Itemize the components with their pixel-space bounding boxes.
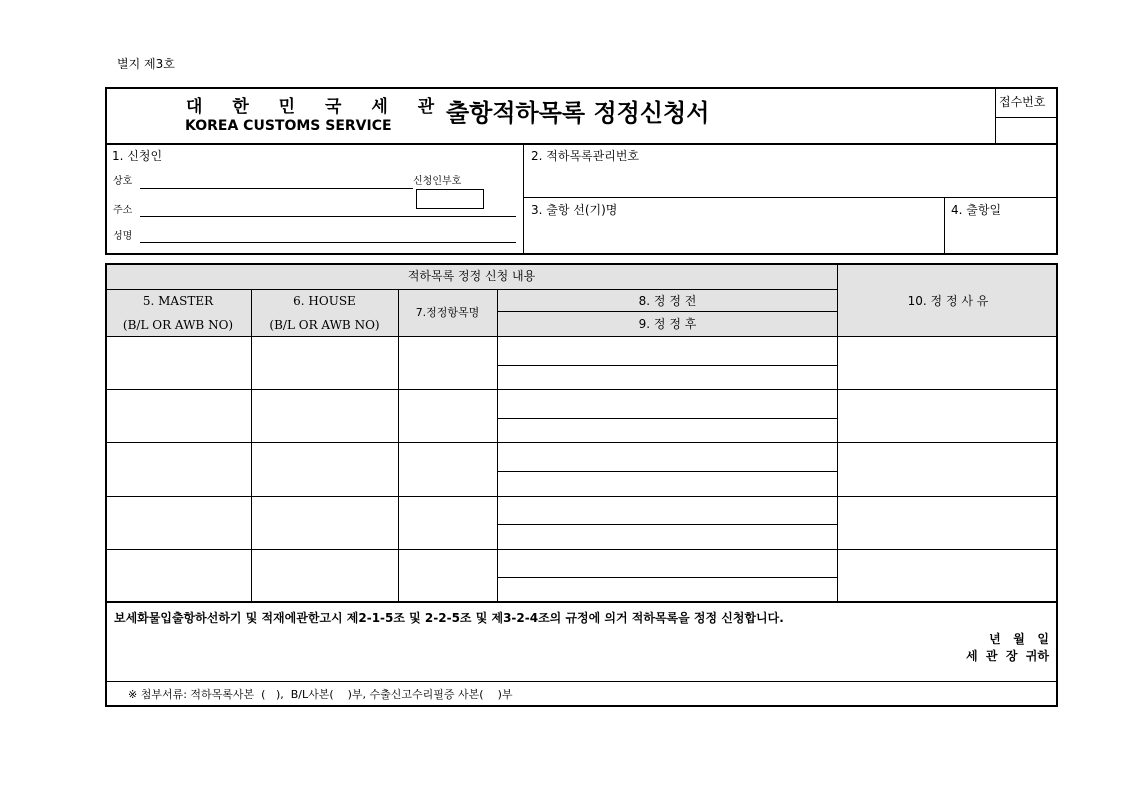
group-header-divider xyxy=(105,289,838,290)
form-number: 별지 제3호 xyxy=(117,57,175,71)
declaration-date: 년 월 일 xyxy=(989,632,1049,646)
item-header: 7.정정항목명 xyxy=(415,306,480,319)
item-column-divider xyxy=(497,289,498,602)
vessel-name-label: 3. 출항 선(기)명 xyxy=(531,203,618,217)
departure-date-label: 4. 출항일 xyxy=(951,203,1002,217)
declaration-statement: 보세화물입출항하선하기 및 적재에관한고시 제2-1-5조 및 2-2-5조 및 제3-2-4조의 규정에 의거 적하목록을 정정 신청합니다. xyxy=(114,611,784,625)
row-divider xyxy=(105,442,1058,443)
address-label: 주소 xyxy=(113,205,133,216)
row-divider xyxy=(105,549,1058,550)
house-column-divider xyxy=(398,289,399,602)
receipt-number-label: 접수번호 xyxy=(999,95,1046,109)
before-after-divider xyxy=(497,418,838,419)
company-field[interactable] xyxy=(140,188,413,189)
table-body-bottom xyxy=(105,601,1058,603)
name-label: 성명 xyxy=(113,231,133,242)
master-header-line2: (B/L OR AWB NO) xyxy=(122,318,234,332)
row-divider xyxy=(105,389,1058,390)
group-header: 적하목록 정정 신청 내용 xyxy=(407,269,536,283)
before-after-header-divider xyxy=(497,311,838,312)
reason-header: 10. 정 정 사 유 xyxy=(907,294,989,308)
attachments-note: ※ 첨부서류: 적하목록사본 ( ), B/L사본( )부, 수출신고수리필증 사본( )부 xyxy=(128,688,513,701)
house-header-line1: 6. HOUSE xyxy=(293,294,356,308)
declaration-addressee: 세 관 장 귀하 xyxy=(965,649,1049,663)
manifest-number-label: 2. 적하목록관리번호 xyxy=(531,149,640,163)
header-divider xyxy=(105,143,1058,145)
manifest-divider xyxy=(523,197,1058,198)
page-title: 출항적하목록 정정신청서 xyxy=(446,99,710,127)
before-after-divider xyxy=(497,577,838,578)
before-after-divider xyxy=(497,524,838,525)
receipt-inner-divider xyxy=(995,117,1058,118)
before-after-divider xyxy=(497,471,838,472)
address-field[interactable] xyxy=(140,216,516,217)
agency-name-en: KOREA CUSTOMS SERVICE xyxy=(185,118,392,134)
after-header: 9. 정 정 후 xyxy=(638,317,697,331)
header-bottom-divider xyxy=(105,336,1058,337)
master-column-divider xyxy=(251,289,252,602)
agency-name-kr: 대 한 민 국 세 관 xyxy=(186,97,447,117)
name-field[interactable] xyxy=(140,242,516,243)
before-after-divider xyxy=(497,365,838,366)
date-divider xyxy=(944,197,945,255)
applicant-code-box[interactable] xyxy=(416,189,484,209)
receipt-divider xyxy=(995,87,996,143)
house-header-line2: (B/L OR AWB NO) xyxy=(269,318,380,332)
attachments-divider xyxy=(105,681,1058,682)
row-divider xyxy=(105,496,1058,497)
applicant-code-label: 신청인부호 xyxy=(413,176,462,187)
applicant-divider xyxy=(523,143,524,255)
master-header-line1: 5. MASTER xyxy=(142,294,214,308)
reason-column-divider xyxy=(837,263,838,602)
before-header: 8. 정 정 전 xyxy=(638,294,697,308)
applicant-section-label: 1. 신청인 xyxy=(112,149,163,163)
company-label: 상호 xyxy=(113,176,133,187)
